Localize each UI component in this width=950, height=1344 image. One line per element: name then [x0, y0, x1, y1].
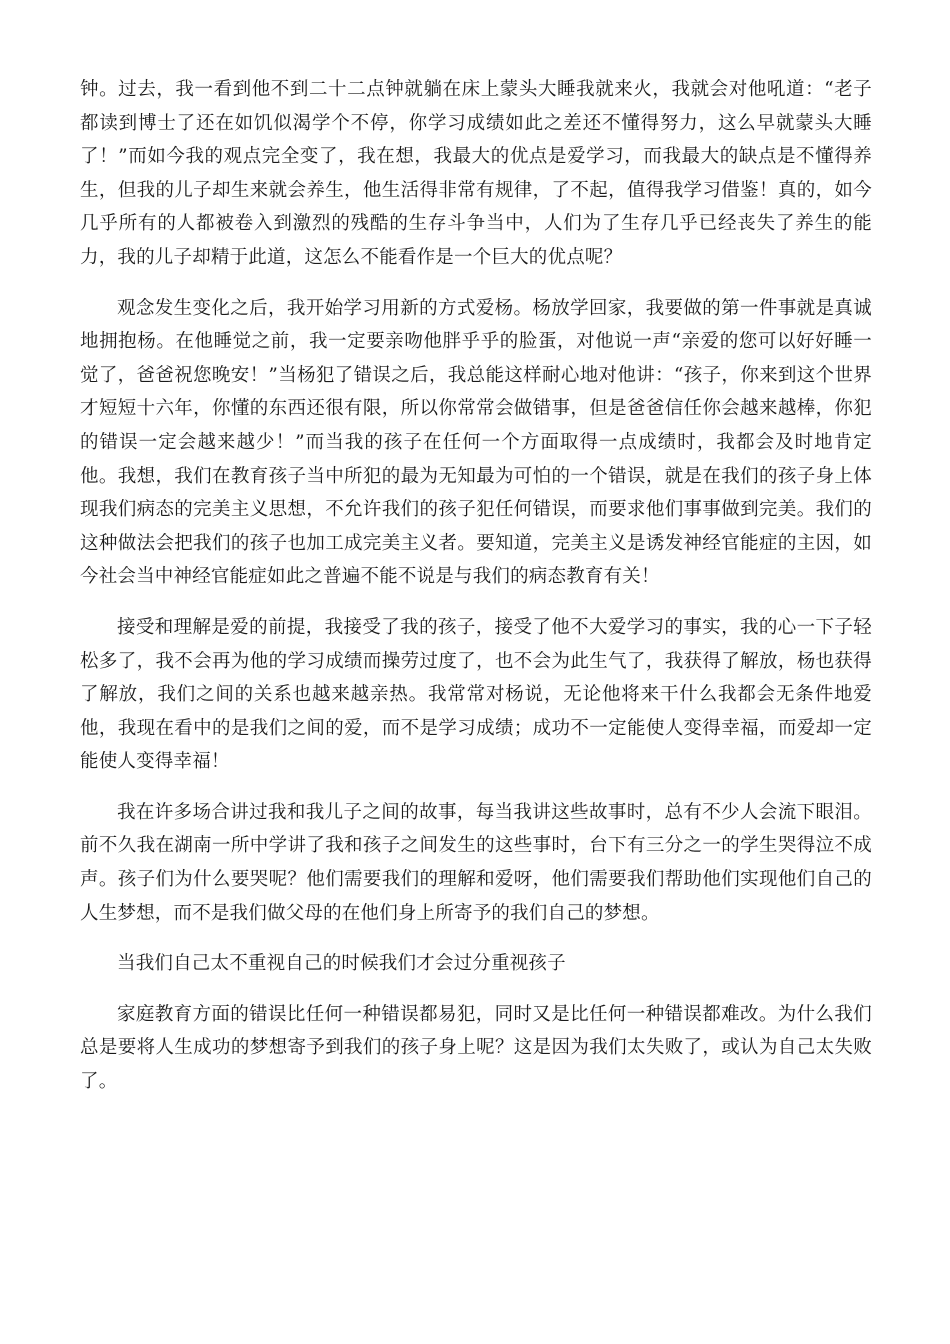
paragraph: 钟。过去，我一看到他不到二十二点钟就躺在床上蒙头大睡我就来火，我就会对他吼道：“老子都读到博士了还在如饥似渴学个不停，你学习成绩如此之差还不懂得努力，这么早就蒙头大睡了！”而如今我的观点完全变了，我在想，我最大的优点是爱学习，而我最大的缺点是不懂得养生，但我的儿子却生来就会养生，他生活得非常有规律，了不起，值得我学习借鉴！真的，如今几乎所有的人都被卷入到激烈的残酷的生存斗争当中，人们为了生存几乎已经丧失了养生的能力，我的儿子却精于此道，这怎么不能看作是一个巨大的优点呢？	[80, 79, 872, 268]
section-heading: 当我们自己太不重视自己的时候我们才会过分重视孩子	[117, 953, 566, 975]
paragraph: 我在许多场合讲过我和我儿子之间的故事，每当我讲这些故事时，总有不少人会流下眼泪。前不久我在湖南一所中学讲了我和孩子之间发生的这些事时，台下有三分之一的学生哭得泣不成声。孩子们为什么要哭呢？他们需要我们的理解和爱呀，他们需要我们帮助他们实现他们自己的人生梦想，而不是我们做父母的在他们身上所寄予的我们自己的梦想。	[80, 801, 872, 924]
paragraph: 接受和理解是爱的前提，我接受了我的孩子，接受了他不大爱学习的事实，我的心一下子轻松多了，我不会再为他的学习成绩而操劳过度了，也不会为此生气了，我获得了解放，杨也获得了解放，我们之间的关系也越来越亲热。我常常对杨说，无论他将来干什么我都会无条件地爱他，我现在看中的是我们之间的爱，而不是学习成绩；成功不一定能使人变得幸福，而爱却一定能使人变得幸福！	[80, 616, 872, 773]
document-body	[80, 73, 872, 1116]
paragraph: 家庭教育方面的错误比任何一种错误都易犯，同时又是比任何一种错误都难改。为什么我们总是要将人生成功的梦想寄予到我们的孩子身上呢？这是因为我们太失败了，或认为自己太失败了。	[80, 1003, 872, 1093]
paragraph: 观念发生变化之后，我开始学习用新的方式爱杨。杨放学回家，我要做的第一件事就是真诚地拥抱杨。在他睡觉之前，我一定要亲吻他胖乎乎的脸蛋，对他说一声“亲爱的您可以好好睡一觉了，爸爸祝您晚安！”当杨犯了错误之后，我总能这样耐心地对他讲：“孩子，你来到这个世界才短短十六年，你懂的东西还很有限，所以你常常会做错事，但是爸爸信任你会越来越棒，你犯的错误一定会越来越少！”而当我的孩子在任何一个方面取得一点成绩时，我都会及时地肯定他。我想，我们在教育孩子当中所犯的最为无知最为可怕的一个错误，就是在我们的孩子身上体现我们病态的完美主义思想，不允许我们的孩子犯任何错误，而要求他们事事做到完美。我们的这种做法会把我们的孩子也加工成完美主义者。要知道，完美主义是诱发神经官能症的主因，如今社会当中神经官能症如此之普遍不能不说是与我们的病态教育有关！	[80, 297, 872, 588]
